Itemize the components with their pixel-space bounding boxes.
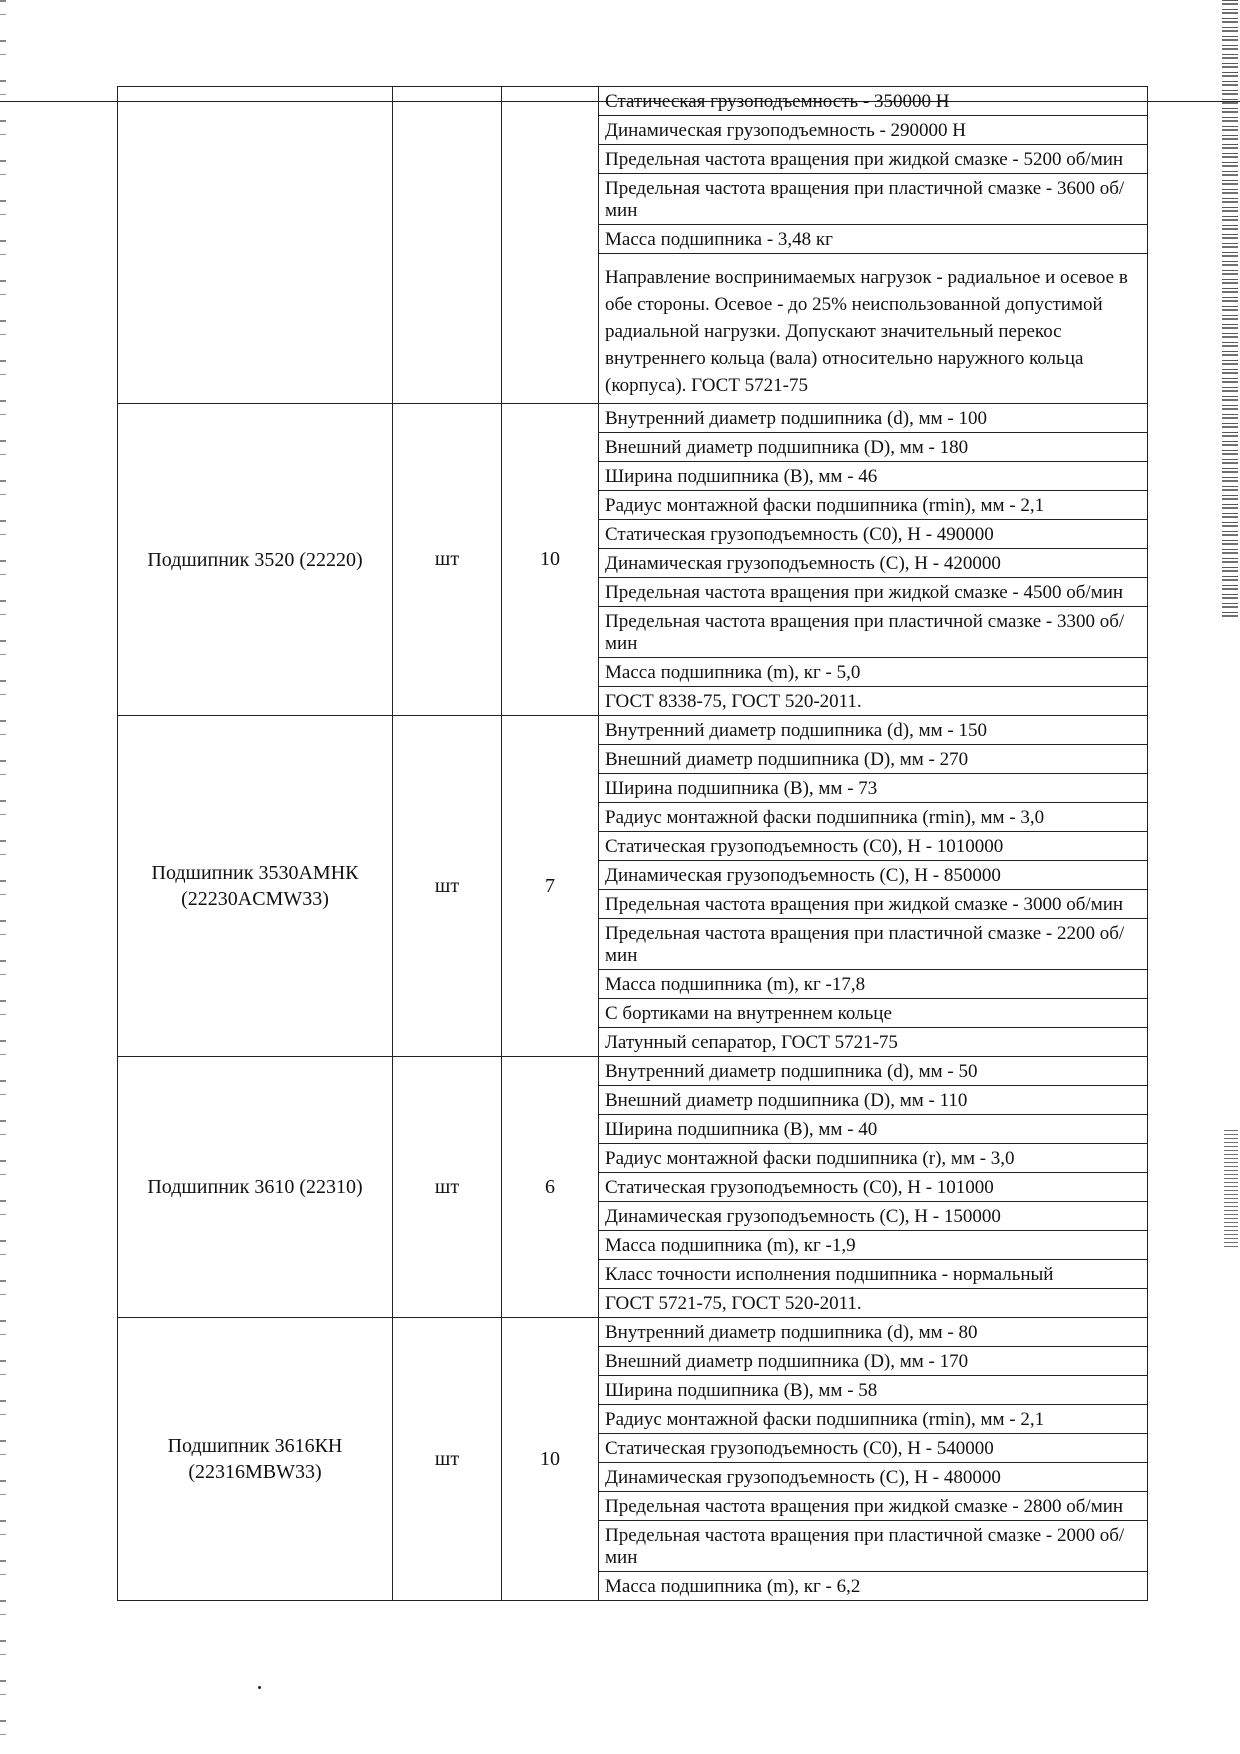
- table-row: [118, 1318, 1148, 1601]
- quantity-cell: 10: [502, 404, 599, 716]
- spec-line: Масса подшипника (m), кг -1,9: [599, 1231, 1147, 1260]
- spec-line: Динамическая грузоподъемность (C), Н - 850000: [599, 861, 1147, 890]
- item-name-cell: [118, 87, 393, 404]
- spec-line: Радиус монтажной фаски подшипника (r), мм - 3,0: [599, 1144, 1147, 1173]
- spec-line: ГОСТ 5721-75, ГОСТ 520-2011.: [605, 1293, 862, 1314]
- spec-line: Статическая грузоподъемность (C0), Н - 540000: [599, 1434, 1147, 1463]
- unit-cell: шт: [393, 716, 502, 1057]
- unit-cell: шт: [393, 404, 502, 716]
- item-name-cell: Подшипник 3530АМНК (22230ACMW33): [118, 716, 393, 1057]
- table-row: [118, 404, 1148, 716]
- spec-line: Радиус монтажной фаски подшипника (rmin), мм - 2,1: [599, 1405, 1147, 1434]
- spec-cell: [599, 1318, 1148, 1601]
- spec-line: Масса подшипника (m), кг -17,8: [599, 970, 1147, 999]
- unit-cell: шт: [393, 1318, 502, 1601]
- spec-line: Статическая грузоподъемность (C0), Н - 101000: [599, 1173, 1147, 1202]
- spec-line: Динамическая грузоподъемность - 290000 Н: [599, 116, 1147, 145]
- spec-line: Ширина подшипника (B), мм - 73: [599, 774, 1147, 803]
- spec-line: Предельная частота вращения при жидкой смазке - 2800 об/мин: [599, 1492, 1147, 1521]
- unit-cell: шт: [393, 1057, 502, 1318]
- bearings-spec-table: [117, 86, 1148, 1601]
- spec-line: Внешний диаметр подшипника (D), мм - 270: [599, 745, 1147, 774]
- quantity-cell: [502, 87, 599, 404]
- spec-line: Латунный сепаратор, ГОСТ 5721-75: [605, 1032, 898, 1053]
- quantity-cell: 10: [502, 1318, 599, 1601]
- table-row: [118, 716, 1148, 1057]
- spec-line: Внутренний диаметр подшипника (d), мм - 50: [599, 1057, 1147, 1086]
- scan-edge-marks-right: [1222, 0, 1238, 620]
- quantity-cell: 6: [502, 1057, 599, 1318]
- spec-line: Масса подшипника (m), кг - 5,0: [599, 658, 1147, 687]
- spec-cell: [599, 404, 1148, 716]
- spec-line: Предельная частота вращения при жидкой смазке - 4500 об/мин: [599, 578, 1147, 607]
- scan-edge-marks-right-lower: [1224, 1130, 1238, 1250]
- spec-line: Предельная частота вращения при пластичной смазке - 3600 об/мин: [599, 174, 1147, 225]
- spec-line: Предельная частота вращения при пластичной смазке - 3300 об/мин: [599, 607, 1147, 658]
- spec-line: Направление воспринимаемых нагрузок - радиальное и осевое в обе стороны. Осевое - до 25% неиспользованной допустимой радиальной нагрузки. Допускают значительный перекос внутреннего кольца (вала) относительно наружного кольца (корпуса). ГОСТ 5721-75: [605, 267, 1128, 396]
- table-row: [118, 87, 1148, 404]
- spec-line: Предельная частота вращения при пластичной смазке - 2000 об/мин: [599, 1521, 1147, 1572]
- spec-line: Предельная частота вращения при жидкой смазке - 5200 об/мин: [599, 145, 1147, 174]
- spec-line: Внешний диаметр подшипника (D), мм - 110: [599, 1086, 1147, 1115]
- spec-line: Внутренний диаметр подшипника (d), мм - 80: [599, 1318, 1147, 1347]
- spec-line: Масса подшипника - 3,48 кг: [599, 225, 1147, 254]
- spec-line: Радиус монтажной фаски подшипника (rmin), мм - 3,0: [599, 803, 1147, 832]
- spec-line: ГОСТ 8338-75, ГОСТ 520-2011.: [605, 691, 862, 712]
- spec-line: Статическая грузоподъемность (C0), Н - 1010000: [599, 832, 1147, 861]
- item-name-cell: Подшипник 3616КН (22316MBW33): [118, 1318, 393, 1601]
- spec-line: Класс точности исполнения подшипника - нормальный: [599, 1260, 1147, 1289]
- scan-edge-marks-left: [0, 0, 6, 1754]
- scan-speck: [258, 1686, 261, 1689]
- spec-line: Статическая грузоподъемность (C0), Н - 490000: [599, 520, 1147, 549]
- spec-cell: [599, 716, 1148, 1057]
- spec-line: Предельная частота вращения при жидкой смазке - 3000 об/мин: [599, 890, 1147, 919]
- spec-line: Динамическая грузоподъемность (C), Н - 480000: [599, 1463, 1147, 1492]
- spec-line: Радиус монтажной фаски подшипника (rmin), мм - 2,1: [599, 491, 1147, 520]
- table-body: [118, 87, 1148, 1601]
- spec-line: Масса подшипника (m), кг - 6,2: [605, 1576, 861, 1597]
- unit-cell: [393, 87, 502, 404]
- spec-line: Внутренний диаметр подшипника (d), мм - 100: [599, 404, 1147, 433]
- spec-line: Ширина подшипника (B), мм - 46: [599, 462, 1147, 491]
- spec-line: С бортиками на внутреннем кольце: [599, 999, 1147, 1028]
- spec-line: Статическая грузоподъемность - 350000 Н: [599, 87, 1147, 116]
- item-name-cell: Подшипник 3610 (22310): [118, 1057, 393, 1318]
- spec-line: Внутренний диаметр подшипника (d), мм - 150: [599, 716, 1147, 745]
- item-name-cell: Подшипник 3520 (22220): [118, 404, 393, 716]
- spec-line: Предельная частота вращения при пластичной смазке - 2200 об/мин: [599, 919, 1147, 970]
- spec-line: Динамическая грузоподъемность (C), Н - 420000: [599, 549, 1147, 578]
- spec-line: Динамическая грузоподъемность (C), Н - 150000: [599, 1202, 1147, 1231]
- table-row: [118, 1057, 1148, 1318]
- spec-line: Ширина подшипника (B), мм - 40: [599, 1115, 1147, 1144]
- spec-cell: [599, 87, 1148, 404]
- spec-line: Внешний диаметр подшипника (D), мм - 180: [599, 433, 1147, 462]
- spec-line: Ширина подшипника (B), мм - 58: [599, 1376, 1147, 1405]
- spec-line: Внешний диаметр подшипника (D), мм - 170: [599, 1347, 1147, 1376]
- spec-cell: [599, 1057, 1148, 1318]
- quantity-cell: 7: [502, 716, 599, 1057]
